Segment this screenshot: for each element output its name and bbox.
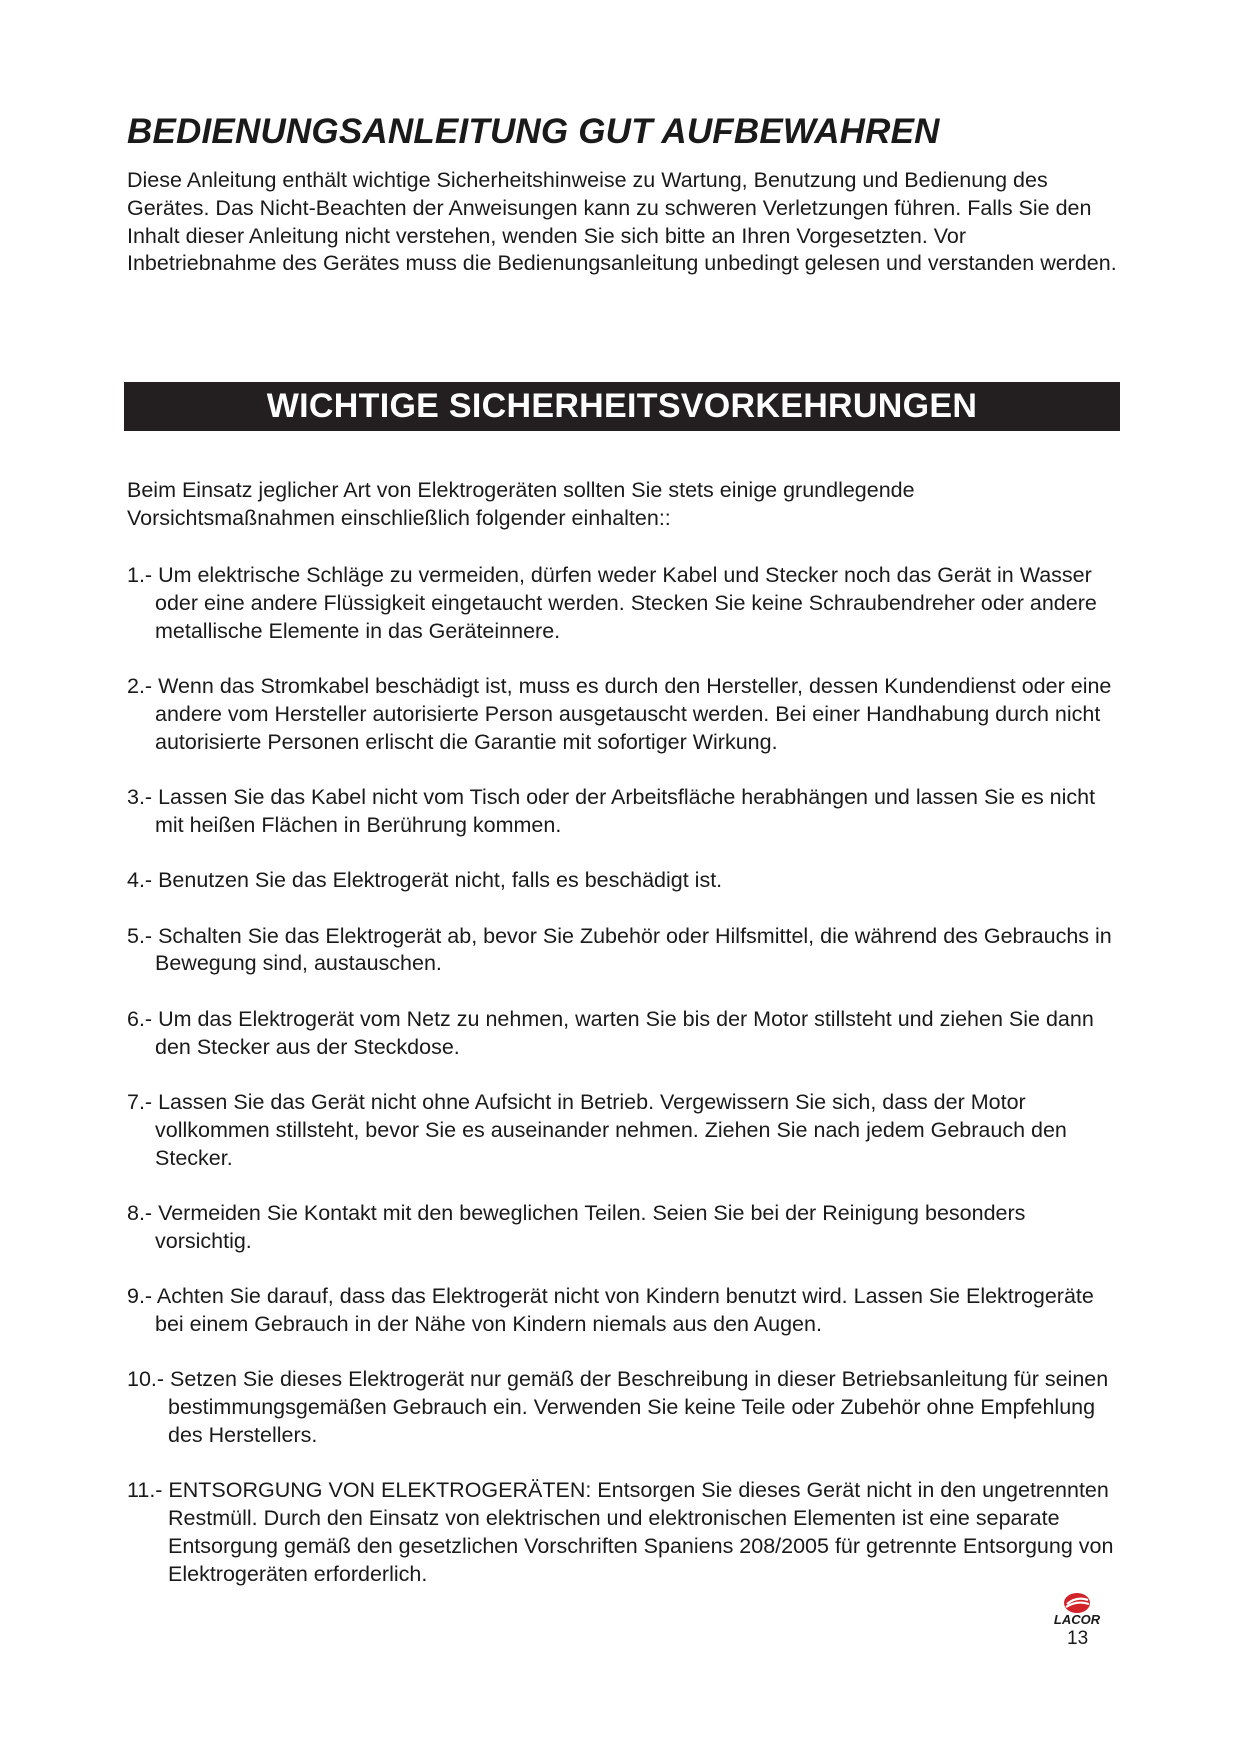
- lead-paragraph: Beim Einsatz jeglicher Art von Elektrogeräten sollten Sie stets einige grundlegende Vorsichtsmaßnahmen einschließlich folgender einhalten::: [127, 478, 915, 530]
- section-banner: [124, 382, 1120, 431]
- safety-item-6: 6.- Um das Elektrogerät vom Netz zu nehmen, warten Sie bis der Motor stillsteht und ziehen Sie dann den Stecker aus der Steckdose.: [127, 1006, 1094, 1059]
- safety-item-4: 4.- Benutzen Sie das Elektrogerät nicht, falls es beschädigt ist.: [127, 868, 723, 893]
- safety-item-1: 1.- Um elektrische Schläge zu vermeiden, dürfen weder Kabel und Stecker noch das Gerät in Wasser oder eine andere Flüssigkeit eingetaucht werden. Stecken Sie keine Schraubendreher oder andere metallische Elemente in das Geräteinnere.: [127, 563, 1097, 643]
- safety-item-5: 5.- Schalten Sie das Elektrogerät ab, bevor Sie Zubehör oder Hilfsmittel, die während des Gebrauchs in Bewegung sind, austauschen.: [127, 923, 1112, 976]
- section-banner-title: WICHTIGE SICHERHEITSVORKEHRUNGEN: [266, 387, 978, 425]
- lacor-emblem-icon: [1064, 1593, 1090, 1613]
- safety-item-2: 2.- Wenn das Stromkabel beschädigt ist, muss es durch den Hersteller, dessen Kundendienst oder eine andere vom Hersteller autorisierte Person ausgetauscht werden. Bei einer Handhabung durch nicht autorisierte Personen erlischt die Garantie mit sofortiger Wirkung.: [127, 673, 1112, 754]
- page-number: 13: [1067, 1628, 1089, 1649]
- lacor-logo-text: LACOR: [1053, 1612, 1101, 1627]
- lacor-logo: [1040, 1592, 1114, 1628]
- safety-item-8: 8.- Vermeiden Sie Kontakt mit den beweglichen Teilen. Seien Sie bei der Reinigung besonders vorsichtig.: [127, 1200, 1026, 1253]
- safety-item-7: 7.- Lassen Sie das Gerät nicht ohne Aufsicht in Betrieb. Vergewissern Sie sich, dass der Motor vollkommen stillsteht, bevor Sie es auseinander nehmen. Ziehen Sie nach jedem Gebrauch den Stecker.: [127, 1089, 1067, 1170]
- safety-list: [127, 562, 1127, 1616]
- page-title: BEDIENUNGSANLEITUNG GUT AUFBEWAHREN: [127, 112, 940, 151]
- safety-item-10: 10.- Setzen Sie dieses Elektrogerät nur gemäß der Beschreibung in dieser Betriebsanleitung für seinen bestimmungsgemäßen Gebrauch ein. Verwenden Sie keine Teile oder Zubehör ohne Empfehlung des Herstellers.: [127, 1367, 1109, 1447]
- safety-item-11: 11.- ENTSORGUNG VON ELEKTROGERÄTEN: Entsorgen Sie dieses Gerät nicht in den ungetrennten Restmüll. Durch den Einsatz von elektrischen und elektronischen Elementen ist eine separate Entsorgung gemäß den gesetzlichen Vorschriften Spaniens 208/2005 für getrennte Entsorgung von Elektrogeräten erforderlich.: [127, 1478, 1114, 1586]
- safety-item-9: 9.- Achten Sie darauf, dass das Elektrogerät nicht von Kindern benutzt wird. Lassen Sie Elektrogeräte bei einem Gebrauch in der Nähe von Kindern niemals aus den Augen.: [127, 1284, 1094, 1336]
- safety-item-3: 3.- Lassen Sie das Kabel nicht vom Tisch oder der Arbeitsfläche herabhängen und lassen Sie es nicht mit heißen Flächen in Berührung kommen.: [127, 784, 1096, 837]
- intro-paragraph: Diese Anleitung enthält wichtige Sicherheitshinweise zu Wartung, Benutzung und Bedienung des Gerätes. Das Nicht-Beachten der Anweisungen kann zu schweren Verletzungen führen. Falls Sie den Inhalt dieser Anleitung nicht verstehen, wenden Sie sich bitte an Ihren Vorgesetzten. Vor Inbetriebnahme des Gerätes muss die Bedienungsanleitung unbedingt gelesen und verstanden werden.: [127, 168, 1117, 276]
